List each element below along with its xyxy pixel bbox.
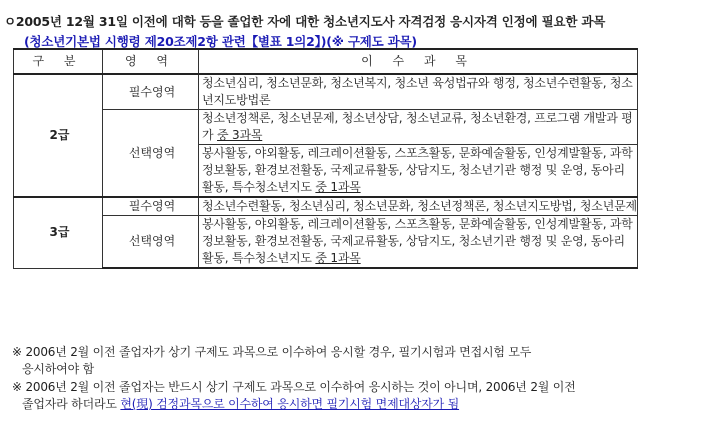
note-2-line-1: ※ 2006년 2월 이전 졸업자는 반드시 상기 구제도 과목으로 이수하여 응시하는 것이 아니며, 2006년 2월 이전 — [12, 380, 576, 394]
page-title: ㅇ2005년 12월 31일 이전에 대학 등을 졸업한 자에 대한 청소년지도사 자격검정 응시자격 인정에 필요한 과목 — [4, 14, 606, 29]
column-header-subjects: 이 수 과 목 — [199, 49, 638, 74]
grade-2-label: 2급 — [14, 74, 103, 197]
note-2-line-2 — [12, 396, 576, 413]
grade-3-elective-area: 선택영역 — [103, 216, 199, 269]
grade-3-elective-rule: 중 1과목 — [315, 251, 361, 265]
grade-2-required-area: 필수영역 — [103, 74, 199, 110]
page-subtitle: (청소년기본법 시행령 제20조제2항 관련【별표 1의2】)(※ 구제도 과목) — [24, 34, 417, 49]
table-row — [14, 110, 638, 145]
elective-group-2-rule: 중 1과목 — [315, 180, 361, 194]
grade-3-required-subjects: 청소년수련활동, 청소년심리, 청소년문화, 청소년정책론, 청소년지도방법, 청소년문제 — [199, 197, 638, 216]
grade-3-required-area: 필수영역 — [103, 197, 199, 216]
table-row — [14, 216, 638, 269]
table-header-row — [14, 49, 638, 74]
note-2 — [12, 379, 576, 413]
grade-3-elective-subjects-cell — [199, 216, 638, 269]
elective-group-1-subjects: 청소년정책론, 청소년문제, 청소년상담, 청소년교류, 청소년환경, 프로그램 개발과 평가 — [202, 111, 633, 142]
note-1 — [12, 344, 531, 378]
grade-2-required-subjects: 청소년심리, 청소년문화, 청소년복지, 청소년 육성법규와 행정, 청소년수련활동, 청소년지도방법론 — [199, 74, 638, 110]
elective-group-1-rule: 중 3과목 — [217, 128, 263, 142]
grade-2-elective-area: 선택영역 — [103, 110, 199, 198]
grade-2-elective-group-1 — [199, 110, 638, 145]
grade-2-elective-group-2 — [199, 145, 638, 198]
requirements-table — [13, 48, 638, 269]
column-header-category: 구 분 — [14, 49, 103, 74]
note-2-prefix: 졸업자라 하더라도 — [22, 397, 117, 411]
grade-3-label: 3급 — [14, 197, 103, 268]
column-header-area: 영 역 — [103, 49, 199, 74]
current-subjects-link[interactable]: 현(現) 검정과목으로 이수하여 응시하면 필기시험 면제대상자가 됨 — [120, 397, 460, 411]
table-row — [14, 197, 638, 216]
note-1-line-1: ※ 2006년 2월 이전 졸업자가 상기 구제도 과목으로 이수하여 응시할 경우, 필기시험과 면접시험 모두 — [12, 345, 532, 359]
table-row — [14, 74, 638, 110]
elective-group-2-subjects: 봉사활동, 야외활동, 레크레이션활동, 스포츠활동, 문화예술활동, 인성계발활동, 과학정보활동, 환경보전활동, 국제교류활동, 상담지도, 청소년기관 행정 및 운영, 동아리 활동, 특수청소년지도 — [202, 146, 633, 194]
grade-3-elective-subjects: 봉사활동, 야외활동, 레크레이션활동, 스포츠활동, 문화예술활동, 인성계발활동, 과학정보활동, 환경보전활동, 국제교류활동, 상담지도, 청소년기관 행정 및 운영, 동아리 활동, 특수청소년지도 — [202, 217, 633, 265]
note-1-line-2: 응시하여야 함 — [22, 362, 94, 376]
